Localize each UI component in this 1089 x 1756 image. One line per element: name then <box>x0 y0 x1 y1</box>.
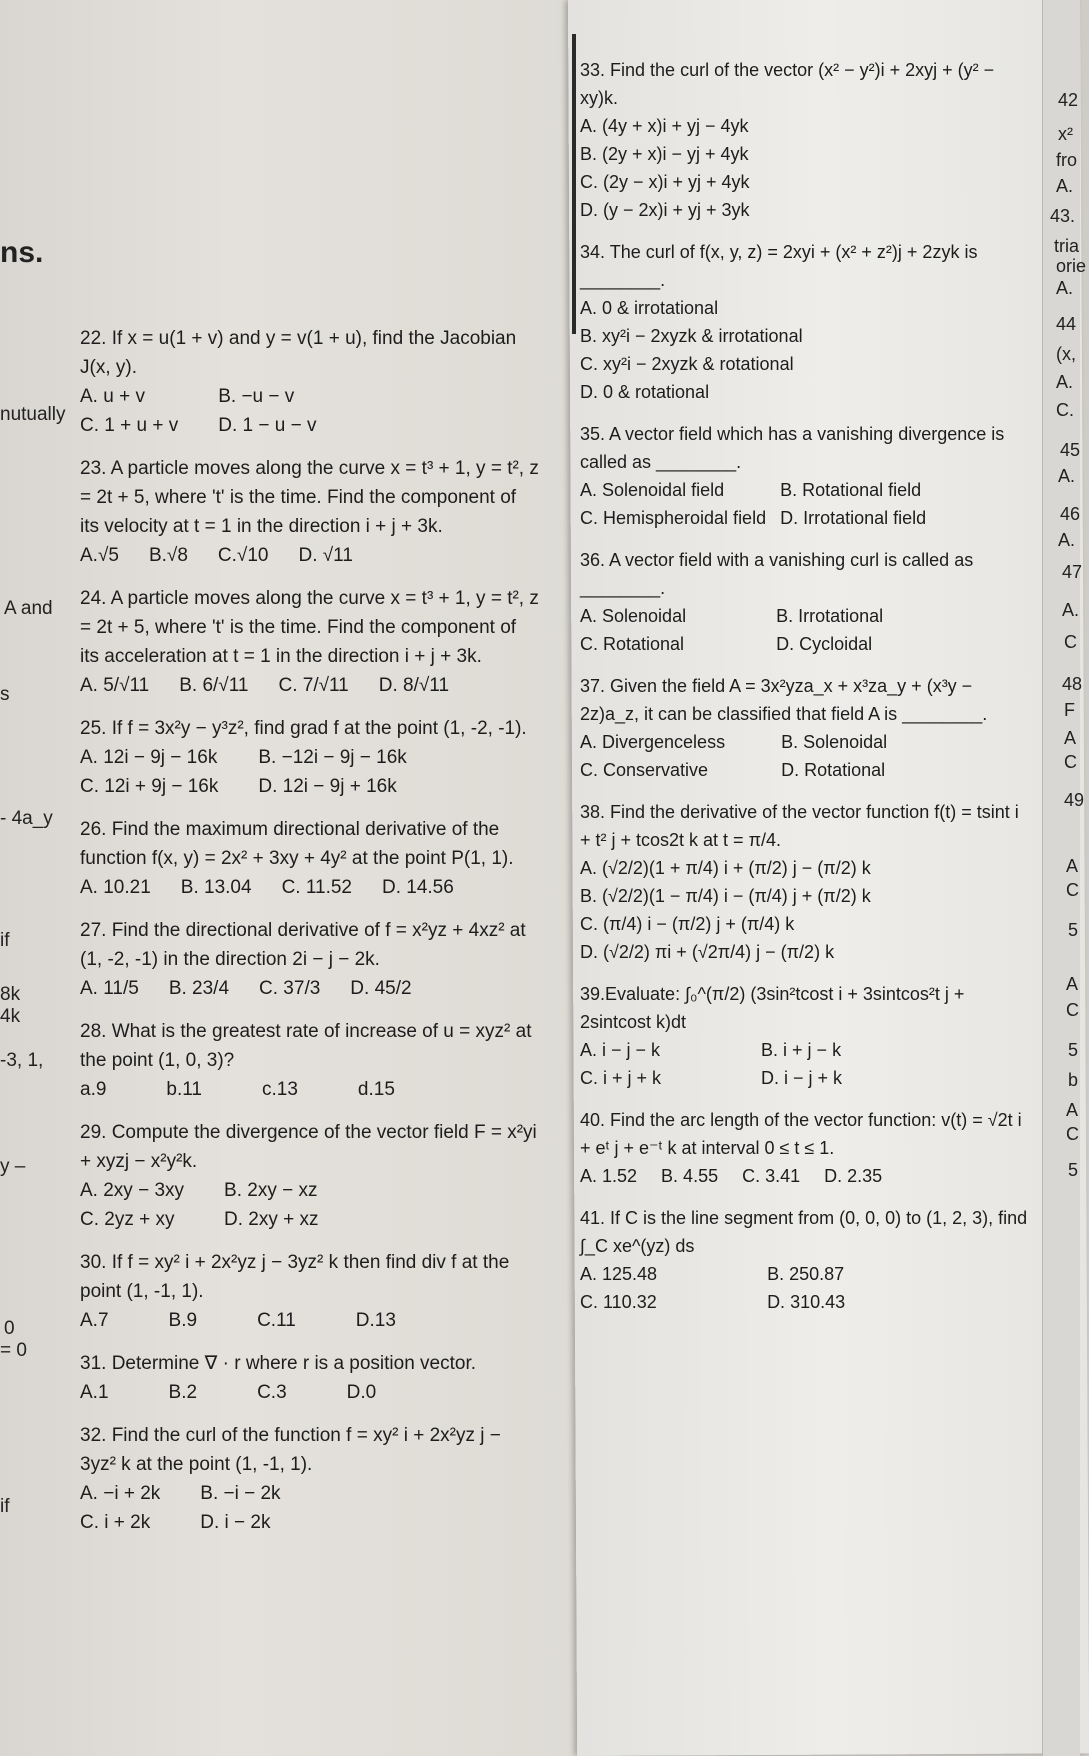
option-c[interactable]: C. 1 + u + v <box>80 415 179 436</box>
question-23 <box>80 454 540 570</box>
answer-options <box>80 1479 540 1537</box>
left-fragment: if <box>0 930 10 951</box>
option-d[interactable]: D. (y − 2x)i + yj + 3yk <box>580 200 750 220</box>
question-35 <box>580 420 1030 532</box>
answer-options <box>580 112 1030 224</box>
answer-options <box>80 743 540 801</box>
option-a[interactable]: A. i − j − k <box>580 1040 661 1060</box>
right-fragment: A <box>1064 728 1077 748</box>
option-a[interactable]: A.√5 <box>80 545 119 566</box>
option-a[interactable]: A. 10.21 <box>80 877 151 898</box>
option-a[interactable]: A.7 <box>80 1310 109 1331</box>
option-b[interactable]: B. Irrotational <box>776 606 884 626</box>
option-b[interactable]: B. xy²i − 2xyzk & irrotational <box>580 326 803 346</box>
right-fragment: 43. <box>1050 206 1076 226</box>
answer-options <box>580 294 1030 406</box>
option-d[interactable]: D. 2xy + xz <box>224 1209 319 1230</box>
right-fragment: C <box>1066 1000 1079 1020</box>
right-fragment: 5 <box>1068 1160 1079 1180</box>
option-c[interactable]: C.√10 <box>217 545 269 566</box>
option-d[interactable]: D.0 <box>346 1382 377 1403</box>
option-a[interactable]: A. 125.48 <box>580 1264 658 1284</box>
option-b[interactable]: B. 23/4 <box>168 978 230 999</box>
question-29 <box>80 1118 540 1234</box>
option-b[interactable]: B. −u − v <box>218 386 295 407</box>
answer-options <box>580 854 1030 966</box>
question-40 <box>580 1106 1030 1190</box>
question-28 <box>80 1017 540 1104</box>
option-c[interactable]: C. 37/3 <box>259 978 321 999</box>
answer-options <box>80 1378 540 1407</box>
option-a[interactable]: A. u + v <box>80 386 145 407</box>
question-stem: 22. If x = u(1 + v) and y = v(1 + u), find the Jacobian J(x, y). <box>80 328 517 378</box>
left-fragment: A and <box>4 598 53 619</box>
question-38 <box>580 798 1030 966</box>
option-d[interactable]: D. i − j + k <box>761 1068 843 1088</box>
answer-options <box>580 1036 1030 1092</box>
question-24 <box>80 584 540 700</box>
right-fragment: C <box>1066 880 1079 900</box>
question-stem: 37. Given the field A = 3x²yza_x + x³za_y + (x³y − 2z)a_z, it can be classified that field A is ________. <box>580 676 988 724</box>
option-b[interactable]: B.√8 <box>148 545 188 566</box>
option-b[interactable]: B. 4.55 <box>661 1166 719 1186</box>
answer-options <box>80 974 540 1003</box>
right-fragment: orie <box>1056 256 1087 276</box>
right-fragment: 42 <box>1058 90 1079 110</box>
option-b[interactable]: B. i + j − k <box>761 1040 842 1060</box>
right-fragment: A <box>1066 856 1079 876</box>
answer-options <box>80 671 540 700</box>
question-stem: 32. Find the curl of the function f = xy² i + 2x²yz j − 3yz² k at the point (1, -1, 1). <box>80 1425 501 1475</box>
question-stem: 33. Find the curl of the vector (x² − y²)i + 2xyj + (y² − xy)k. <box>580 60 995 108</box>
right-fragment: A. <box>1062 600 1080 620</box>
option-d[interactable]: D. Rotational <box>781 760 886 780</box>
right-fragment: x² <box>1058 124 1073 144</box>
right-fragment: A. <box>1058 530 1076 550</box>
left-fragment: 0 <box>4 1318 15 1339</box>
question-stem: 35. A vector field which has a vanishing divergence is called as ________. <box>580 424 1005 472</box>
question-30 <box>80 1248 540 1335</box>
option-b[interactable]: B. Rotational field <box>780 480 922 500</box>
option-a[interactable]: a.9 <box>80 1079 107 1100</box>
answer-options <box>80 541 540 570</box>
left-fragment: ns. <box>0 236 44 269</box>
option-c[interactable]: C. Conservative <box>580 760 709 780</box>
answer-options <box>80 1075 540 1104</box>
option-c[interactable]: C. 110.32 <box>580 1292 657 1312</box>
right-fragment: fro <box>1056 150 1078 170</box>
question-34 <box>580 238 1030 406</box>
right-question-column <box>580 56 1030 1330</box>
question-stem: 36. A vector field with a vanishing curl is called as ________. <box>580 550 974 598</box>
question-33 <box>580 56 1030 224</box>
option-d[interactable]: D. 8/√11 <box>378 675 450 696</box>
option-b[interactable]: B.9 <box>168 1310 198 1331</box>
question-25 <box>80 714 540 801</box>
option-b[interactable]: B. (2y + x)i − yj + 4yk <box>580 144 749 164</box>
question-stem: 30. If f = xy² i + 2x²yz j − 3yz² k then find div f at the point (1, -1, 1). <box>80 1252 510 1302</box>
answer-options <box>80 873 540 902</box>
option-c[interactable]: C. 3.41 <box>742 1166 801 1186</box>
option-a[interactable]: A. 1.52 <box>580 1166 638 1186</box>
question-stem: 27. Find the directional derivative of f = x²yz + 4xz² at (1, -2, -1) in the direction 2i − j − 2k. <box>80 920 526 970</box>
right-fragment: A. <box>1056 372 1074 392</box>
right-fragment: 5 <box>1068 1040 1079 1060</box>
left-fragment: s <box>0 684 10 705</box>
option-b[interactable]: B. −i − 2k <box>200 1483 281 1504</box>
option-c[interactable]: C. 2yz + xy <box>80 1209 175 1230</box>
right-fragment: A <box>1066 974 1079 994</box>
question-37 <box>580 672 1030 784</box>
question-stem: 26. Find the maximum directional derivative of the function f(x, y) = 2x² + 3xy + 4y² at the point P(1, 1). <box>80 819 514 869</box>
answer-options <box>580 476 1030 532</box>
right-fragment: C <box>1066 1124 1079 1144</box>
question-39 <box>580 980 1030 1092</box>
right-fragment: 45 <box>1060 440 1081 460</box>
question-stem: 28. What is the greatest rate of increase of u = xyz² at the point (1, 0, 3)? <box>80 1021 532 1071</box>
option-b[interactable]: B.2 <box>168 1382 198 1403</box>
option-c[interactable]: C. 11.52 <box>281 877 352 898</box>
right-fragment: A. <box>1056 176 1074 196</box>
option-d[interactable]: D. 0 & rotational <box>580 382 710 402</box>
option-d[interactable]: d.15 <box>357 1079 395 1100</box>
option-d[interactable]: D. i − 2k <box>200 1512 271 1533</box>
option-b[interactable]: B. −12i − 9j − 16k <box>258 747 407 768</box>
question-36 <box>580 546 1030 658</box>
option-d[interactable]: D. 2.35 <box>824 1166 883 1186</box>
option-c[interactable]: C.3 <box>257 1382 287 1403</box>
option-b[interactable]: B. 250.87 <box>767 1264 845 1284</box>
right-fragment: 46 <box>1060 504 1081 524</box>
answer-options <box>580 602 1030 658</box>
option-c[interactable]: C. 7/√11 <box>278 675 349 696</box>
question-27 <box>80 916 540 1003</box>
right-fragment: F <box>1064 700 1075 720</box>
left-question-column <box>80 324 540 1551</box>
question-31 <box>80 1349 540 1407</box>
left-fragment: 8k <box>0 984 21 1005</box>
answer-options <box>580 1260 1030 1316</box>
right-fragment: A <box>1066 1100 1079 1120</box>
answer-options <box>580 1162 1030 1190</box>
question-41 <box>580 1204 1030 1316</box>
option-b[interactable]: B. 13.04 <box>180 877 252 898</box>
option-c[interactable]: C. Rotational <box>580 634 685 654</box>
option-d[interactable]: D. Cycloidal <box>776 634 873 654</box>
option-d[interactable]: D. 1 − u − v <box>218 415 317 436</box>
option-c[interactable]: c.13 <box>262 1079 298 1100</box>
left-fragment: -3, 1, <box>0 1050 44 1071</box>
right-fragment: C. <box>1056 400 1074 420</box>
right-fragment: C <box>1064 752 1077 772</box>
question-22 <box>80 324 540 440</box>
option-a[interactable]: A. Solenoidal <box>580 606 687 626</box>
answer-options <box>80 1176 540 1234</box>
question-stem: 34. The curl of f(x, y, z) = 2xyi + (x² + z²)j + 2zyk is ________. <box>580 242 978 290</box>
option-c[interactable]: C. xy²i − 2xyzk & rotational <box>580 354 794 374</box>
option-c[interactable]: C. (2y − x)i + yj + 4yk <box>580 172 750 192</box>
right-fragment: A. <box>1056 278 1074 298</box>
left-fragment: nutually <box>0 404 66 425</box>
question-stem: 41. If C is the line segment from (0, 0, 0) to (1, 2, 3), find ∫_C xe^(yz) ds <box>580 1208 1028 1256</box>
question-stem: 31. Determine ∇ · r where r is a position vector. <box>80 1353 477 1374</box>
option-d[interactable]: D.13 <box>355 1310 396 1331</box>
option-d[interactable]: D. 45/2 <box>350 978 412 999</box>
option-d[interactable]: D. 12i − 9j + 16k <box>258 776 397 797</box>
option-a[interactable]: A. 0 & irrotational <box>580 298 719 318</box>
option-a[interactable]: A. 12i − 9j − 16k <box>80 747 218 768</box>
option-c[interactable]: C. (π/4) i − (π/2) j + (π/4) k <box>580 914 795 934</box>
right-fragment: A. <box>1058 466 1076 486</box>
left-fragment: = 0 <box>0 1340 27 1361</box>
right-fragment: 5 <box>1068 920 1079 940</box>
option-a[interactable]: A. 11/5 <box>80 978 139 999</box>
right-fragment: C <box>1064 632 1077 652</box>
option-c[interactable]: C. i + 2k <box>80 1512 151 1533</box>
question-32 <box>80 1421 540 1537</box>
right-fragment: 48 <box>1062 674 1083 694</box>
right-fragment: 44 <box>1056 314 1077 334</box>
option-c[interactable]: C. Hemispheroidal field <box>580 508 767 528</box>
question-26 <box>80 815 540 902</box>
question-stem: 29. Compute the divergence of the vector field F = x²yi + xyzj − x²y²k. <box>80 1122 537 1172</box>
option-b[interactable]: B. 2xy − xz <box>224 1180 318 1201</box>
option-a[interactable]: A. Divergenceless <box>580 732 726 752</box>
option-a[interactable]: A. −i + 2k <box>80 1483 161 1504</box>
left-fragment: 4k <box>0 1006 21 1027</box>
column-rule <box>572 34 576 334</box>
question-stem: 40. Find the arc length of the vector function: v(t) = √2t i + eᵗ j + e⁻ᵗ k at interval 0 ≤ t ≤ 1. <box>580 1110 1022 1158</box>
left-fragment: if <box>0 1496 10 1517</box>
question-stem: 23. A particle moves along the curve x = t³ + 1, y = t², z = 2t + 5, where 't' is the time. Find the component of its velocity at t = 1 in the direction i + j + 3k. <box>80 458 539 537</box>
option-d[interactable]: D. Irrotational field <box>780 508 927 528</box>
option-b[interactable]: B. Solenoidal <box>781 732 888 752</box>
right-fragment: 49 <box>1064 790 1085 810</box>
answer-options <box>80 1306 540 1335</box>
question-stem: 24. A particle moves along the curve x = t³ + 1, y = t², z = 2t + 5, where 't' is the time. Find the component of its acceleration at t = 1 in the direction i + j + 3k. <box>80 588 539 667</box>
option-c[interactable]: C. 12i + 9j − 16k <box>80 776 219 797</box>
option-b[interactable]: B. (√2/2)(1 − π/4) i − (π/4) j + (π/2) k <box>580 886 871 906</box>
left-fragment: y – <box>0 1156 26 1177</box>
option-a[interactable]: A. (4y + x)i + yj − 4yk <box>580 116 749 136</box>
option-b[interactable]: B. 6/√11 <box>179 675 249 696</box>
question-stem: 38. Find the derivative of the vector function f(t) = tsint i + t² j + tcos2t k at t = π/4. <box>580 802 1019 850</box>
right-fragment: 47 <box>1062 562 1083 582</box>
option-d[interactable]: D. √11 <box>298 545 353 566</box>
option-a[interactable]: A. 5/√11 <box>80 675 150 696</box>
right-fragment: tria <box>1054 236 1080 256</box>
option-a[interactable]: A. (√2/2)(1 + π/4) i + (π/2) j − (π/2) k <box>580 858 871 878</box>
option-c[interactable]: C. i + j + k <box>580 1068 662 1088</box>
answer-options <box>80 382 540 440</box>
option-c[interactable]: C.11 <box>257 1310 296 1331</box>
option-d[interactable]: D. 310.43 <box>767 1292 846 1312</box>
right-fragment: b <box>1068 1070 1079 1090</box>
option-a[interactable]: A.1 <box>80 1382 109 1403</box>
left-fragment: - 4a_y <box>0 808 53 829</box>
question-stem: 39.Evaluate: ∫₀^(π/2) (3sin²tcost i + 3sintcos²t j + 2sintcost k)dt <box>580 984 965 1032</box>
option-d[interactable]: D. 14.56 <box>381 877 454 898</box>
option-d[interactable]: D. (√2/2) πi + (√2π/4) j − (π/2) k <box>580 942 835 962</box>
right-fragment: (x, <box>1056 344 1076 364</box>
option-a[interactable]: A. 2xy − 3xy <box>80 1180 185 1201</box>
question-stem: 25. If f = 3x²y − y³z², find grad f at the point (1, -2, -1). <box>80 718 527 739</box>
option-b[interactable]: b.11 <box>166 1079 202 1100</box>
answer-options <box>580 728 1030 784</box>
option-a[interactable]: A. Solenoidal field <box>580 480 725 500</box>
